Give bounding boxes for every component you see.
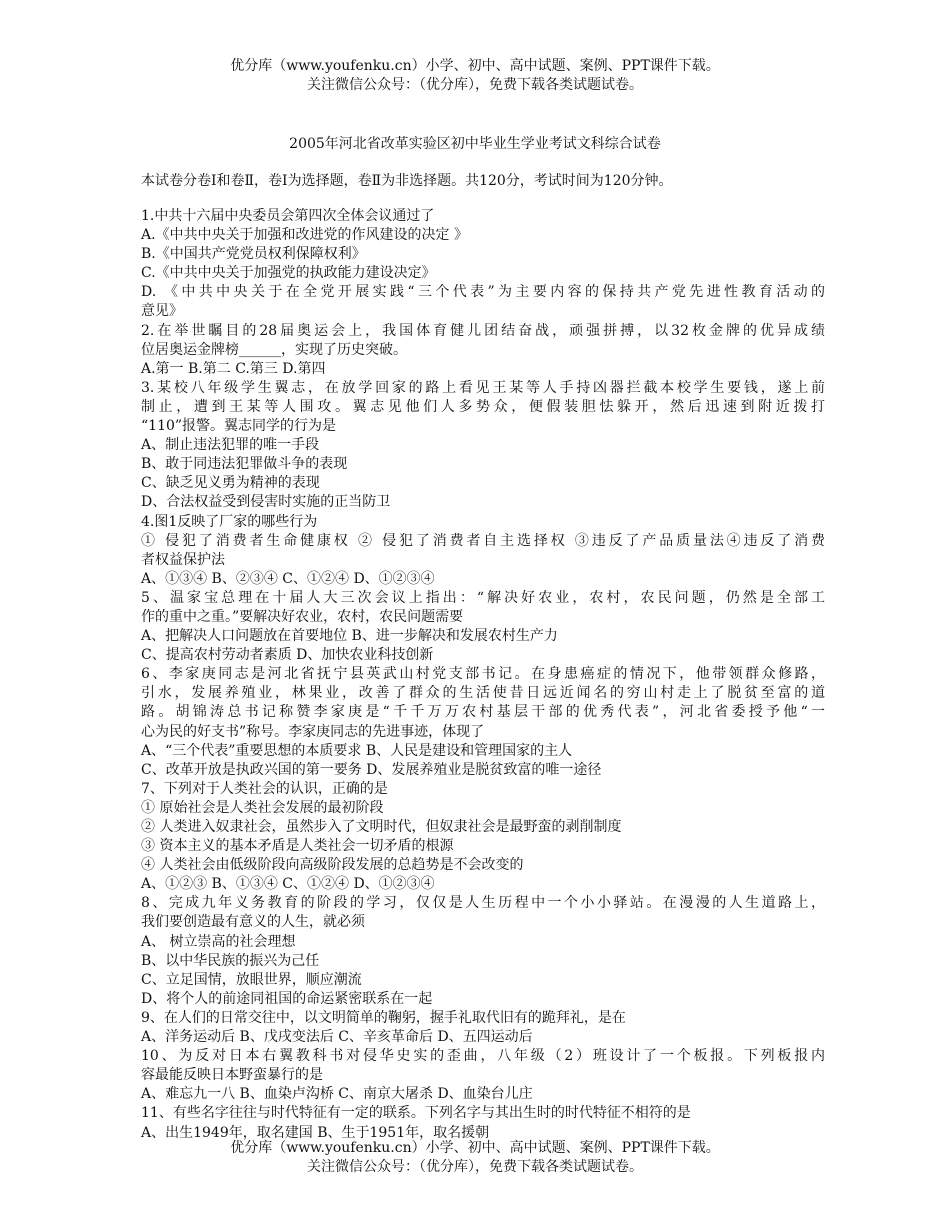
text-line: C、缺乏见义勇为精神的表现 (141, 475, 320, 492)
text-line: C、立足国情，放眼世界，顺应潮流 (141, 971, 362, 988)
text-line: ③ 资本主义的基本矛盾是人类社会一切矛盾的根源 (141, 838, 454, 855)
text-line: 11、有些名字往往与时代特征有一定的联系。下列名字与其出生时的时代特征不相符的是 (141, 1105, 691, 1122)
text-line: A、难忘九一八 B、血染卢沟桥 C、南京大屠杀 D、血染台儿庄 (141, 1086, 533, 1103)
page-footer (0, 1139, 950, 1177)
text-line: A.《中共中央关于加强和改进党的作风建设的决定 》 (141, 227, 469, 244)
text-line: 7、下列对于人类社会的认识，正确的是 (141, 780, 388, 797)
text-line: “110”报警。翼志同学的行为是 (141, 418, 337, 435)
text-line: B、敢于同违法犯罪做斗争的表现 (141, 456, 348, 473)
text-line: 者权益保护法 (141, 551, 225, 568)
exam-intro: 本试卷分卷Ⅰ和卷Ⅱ，卷Ⅰ为选择题，卷Ⅱ为非选择题。共120分，考试时间为120分钟。 (141, 173, 673, 189)
text-line: A、“三个代表”重要思想的本质要求 B、人民是建设和管理国家的主人 (141, 742, 573, 759)
page-header (0, 57, 950, 95)
text-line: C、改革开放是执政兴国的第一要务 D、发展养殖业是脱贫致富的唯一途径 (141, 761, 602, 778)
text-line: A、①③④ B、②③④ C、①②④ D、①②③④ (141, 570, 435, 587)
text-line: 制止，遭到王某等人围攻。翼志见他们人多势众，便假装胆怯躲开，然后迅速到附近拨打 (141, 398, 825, 415)
text-line: A、 树立崇高的社会理想 (141, 933, 296, 950)
text-line: C、提高农村劳动者素质 D、加快农业科技创新 (141, 647, 434, 664)
text-line: B、以中华民族的振兴为己任 (141, 952, 320, 969)
text-line: ① 原始社会是人类社会发展的最初阶段 (141, 799, 384, 816)
text-line: ② 人类进入奴隶社会，虽然步入了文明时代，但奴隶社会是最野蛮的剥削制度 (141, 819, 622, 835)
text-line: A.第一 B.第二 C.第三 D.第四 (141, 360, 326, 377)
text-line: 作的重中之重。”要解决好农业，农村，农民问题需要 (141, 608, 464, 625)
footer-line-2: 关注微信公众号：（优分库），免费下载各类试题试卷。 (307, 1159, 643, 1175)
header-line-1: 优分库（www.youfenku.cn）小学、初中、高中试题、案例、PPT课件下载。 (230, 58, 720, 74)
text-line: 4.图1反映了厂家的哪些行为 (141, 513, 318, 530)
text-line: 意见》 (141, 303, 183, 320)
text-line: ① 侵犯了消费者生命健康权 ② 侵犯了消费者自主选择权 ③违反了产品质量法④违反了消费 (141, 532, 825, 549)
footer-line-1: 优分库（www.youfenku.cn）小学、初中、高中试题、案例、PPT课件下载。 (230, 1140, 720, 1156)
text-line: A、制止违法犯罪的唯一手段 (141, 437, 320, 454)
text-line: 路。胡锦涛总书记称赞李家庚是“千千万万农村基层干部的优秀代表”，河北省委授予他“一 (141, 704, 825, 721)
text-line: A、洋务运动后 B、戊戌变法后 C、辛亥革命后 D、五四运动后 (141, 1029, 533, 1046)
text-line: D、将个人的前途同祖国的命运紧密联系在一起 (141, 990, 433, 1007)
text-line: A、①②③ B、①③④ C、①②④ D、①②③④ (141, 876, 435, 893)
header-line-2: 关注微信公众号：（优分库），免费下载各类试题试卷。 (307, 77, 643, 93)
text-line: A、出生1949年，取名建国 B、生于1951年，取名援朝 (141, 1124, 490, 1141)
text-line: C.《中共中央关于加强党的执政能力建设决定》 (141, 265, 436, 282)
text-line: 3.某校八年级学生翼志，在放学回家的路上看见王某等人手持凶器拦截本校学生要钱，遂上前 (141, 379, 825, 396)
text-line: 9、在人们的日常交往中，以文明简单的鞠躬，握手礼取代旧有的跪拜礼，是在 (141, 1009, 626, 1026)
question-body (141, 207, 825, 1143)
document-title: 2005年河北省改革实验区初中毕业生学业考试文科综合试卷 (289, 136, 661, 152)
text-line: 5、温家宝总理在十届人大三次会议上指出：“解决好农业，农村，农民问题，仍然是全部工 (141, 589, 825, 606)
text-line: 位居奥运金牌榜______，实现了历史突破。 (141, 341, 407, 358)
text-line: B.《中国共产党党员权利保障权利》 (141, 246, 366, 263)
text-line: 2.在举世瞩目的28届奥运会上，我国体育健儿团结奋战，顽强拼搏，以32枚金牌的优异成绩 (141, 322, 825, 339)
text-line: D. 《中共中央关于在全党开展实践“三个代表”为主要内容的保持共产党先进性教育活动的 (141, 284, 825, 301)
text-line: 10、为反对日本右翼教科书对侵华史实的歪曲，八年级（2）班设计了一个板报。下列板报内 (141, 1048, 825, 1065)
text-line: 容最能反映日本野蛮暴行的是 (141, 1067, 323, 1084)
text-line: 我们要创造最有意义的人生，就必须 (141, 914, 365, 931)
text-line: 引水，发展养殖业，林果业，改善了群众的生活使昔日远近闻名的穷山村走上了脱贫至富的道 (141, 685, 825, 702)
text-line: 心为民的好支书”称号。李家庚同志的先进事迹，体现了 (141, 723, 485, 740)
text-line: D、合法权益受到侵害时实施的正当防卫 (141, 494, 391, 511)
text-line: ④ 人类社会由低级阶段向高级阶段发展的总趋势是不会改变的 (141, 857, 524, 874)
text-line: 6、李家庚同志是河北省抚宁县英武山村党支部书记。在身患癌症的情况下，他带领群众修路， (141, 666, 825, 683)
text-line: 1.中共十六届中央委员会第四次全体会议通过了 (141, 208, 435, 224)
text-line: 8、完成九年义务教育的阶段的学习，仅仅是人生历程中一个小小驿站。在漫漫的人生道路上， (141, 895, 825, 912)
text-line: A、把解决人口问题放在首要地位 B、进一步解决和发展农村生产力 (141, 628, 558, 645)
